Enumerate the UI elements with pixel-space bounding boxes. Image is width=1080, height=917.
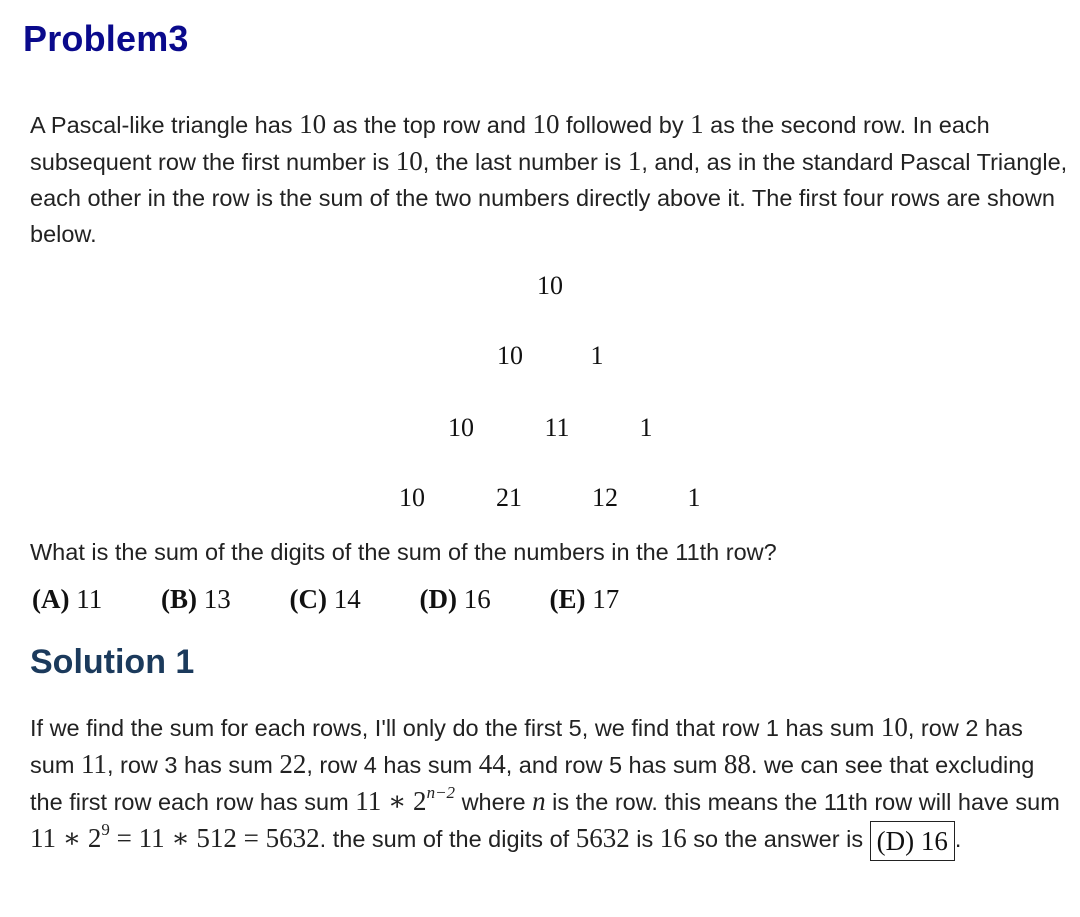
triangle-entry: 10 (537, 271, 563, 300)
triangle-entry: 1 (687, 483, 701, 512)
triangle-entry: 12 (592, 483, 618, 512)
choice-a: (A) 11 (32, 584, 103, 614)
solution-text: If we find the sum for each rows, I'll only do the first 5, we find that row 1 has sum 10, row 2 has sum 11, row 3 has sum 22, row 4 has sum 44, and row 5 has sum 88. we can see that excluding the first row each row has sum 11 ∗ $2^{n-2}$ where n is the row. this means the 11th row will have sum 11 ∗ $2^9 = 11$ ∗ 512 = 5632. the sum of the digits of 5632 is 16 so the answer is (D) 16 . (30, 709, 1070, 861)
choice-e: (E) 17 (549, 584, 620, 614)
question-text: What is the sum of the digits of the sum of the numbers in the 11th row? (30, 539, 777, 565)
choice-d: (D) 16 (419, 584, 491, 614)
triangle-entry: 10 (399, 483, 425, 512)
triangle-entry: 1 (590, 341, 604, 370)
problem-title: Problem3 (23, 18, 189, 59)
formula-general: 11 ∗ $2^{n-2}$ (355, 783, 456, 816)
triangle-entry: 11 (544, 413, 570, 442)
choice-c: (C) 14 (289, 584, 361, 614)
triangle-entry: 10 (448, 413, 474, 442)
problem-statement: A Pascal-like triangle has 10 as the top row and 10 followed by 1 as the second row. In each subsequent row the first number is 10, the last number is 1, and, as in the standard Pascal Triangle, each other in the row is the sum of the two numbers directly above it. The first four rows are shown below. (30, 109, 1068, 247)
formula-row11: 11 ∗ $2^9 = 11$ ∗ 512 = 5632 (30, 820, 320, 853)
answer-choices (32, 584, 671, 615)
triangle-entry: 21 (496, 483, 522, 512)
choice-b: (B) 13 (160, 584, 231, 614)
triangle-entry: 10 (497, 341, 523, 370)
solution-heading: Solution 1 (30, 643, 195, 681)
boxed-answer: (D) 16 (870, 821, 955, 861)
triangle-entry: 1 (639, 413, 653, 442)
